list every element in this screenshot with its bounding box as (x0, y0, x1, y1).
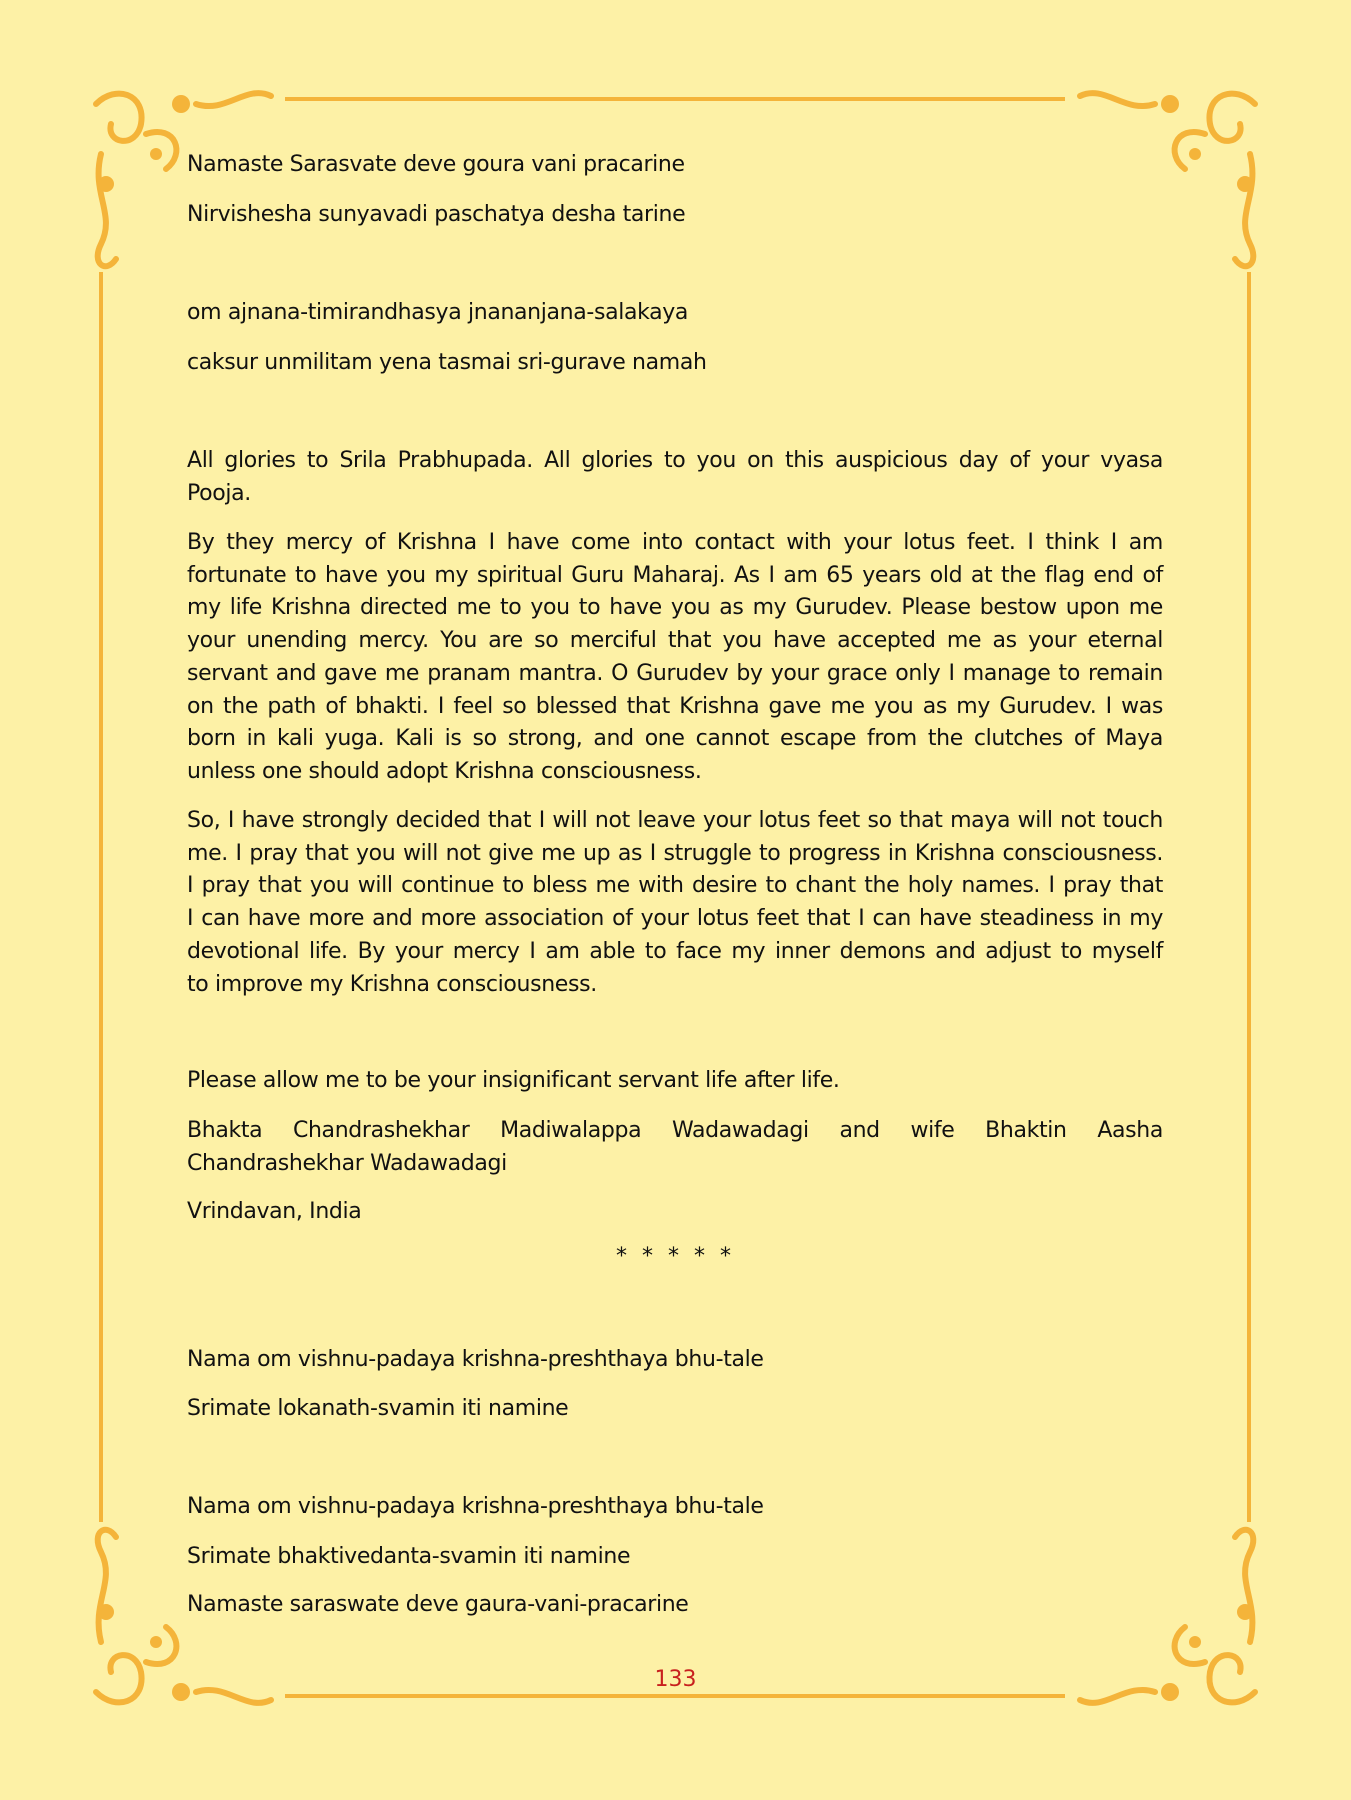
paragraph-line: I can have more and more association of your lotus feet that I can have steadiness in my (187, 906, 1163, 932)
page-number: 133 (654, 1667, 697, 1692)
verse-line: Nama om vishnu-padaya krishna-preshthaya bhu-tale (187, 1494, 764, 1519)
section-separator: * * * * * (616, 1244, 735, 1269)
paragraph-line: my life Krishna directed me to you to have you as my Gurudev. Please bestow upon me (187, 595, 1163, 621)
prayer-2 (187, 297, 1163, 379)
paragraph-line: By they mercy of Krishna I have come into contact with your lotus feet. I think I am (187, 530, 1163, 555)
prayer-4 (187, 1491, 1163, 1622)
verse-line: Namaste Sarasvate deve goura vani pracarine (187, 152, 685, 177)
verse-line: Nama om vishnu-padaya krishna-preshthaya bhu-tale (187, 1347, 764, 1372)
verse-line: caksur unmilitam yena tasmai sri-gurave namah (187, 349, 707, 375)
paragraph-line: me. I pray that you will not give me up as I struggle to progress in Krishna consciousness. (187, 840, 1163, 866)
paragraph-3 (187, 805, 1163, 1001)
location: Vrindavan, India (187, 1199, 362, 1224)
verse-line: Namaste saraswate deve gaura-vani-pracarine (187, 1592, 689, 1618)
closing-line: Please allow me to be your insignificant servant life after life. (187, 1068, 840, 1093)
prayer-1 (187, 149, 1163, 231)
paragraph-1 (187, 445, 1163, 510)
paragraph-line: So, I have strongly decided that I will not leave your lotus feet so that maya will not touch (187, 808, 1163, 833)
signature-line: Chandrashekhar Wadawadagi (187, 1150, 507, 1176)
paragraph-line: I pray that you will continue to bless me with desire to chant the holy names. I pray that (187, 873, 1163, 899)
paragraph-line: your unending mercy. You are so merciful that you have accepted me as your eternal (187, 628, 1163, 654)
paragraph-2 (187, 527, 1163, 789)
verse-line: Srimate bhaktivedanta-svamin iti namine (187, 1543, 631, 1569)
signature-line: Bhakta Chandrashekhar Madiwalappa Wadawadagi and wife Bhaktin Aasha (187, 1118, 1163, 1143)
paragraph-line: on the path of bhakti. I feel so blessed that Krishna gave me you as my Gurudev. I was (187, 693, 1163, 719)
paragraph-line: fortunate to have you my spiritual Guru Maharaj. As I am 65 years old at the flag end of (187, 562, 1163, 588)
paragraph-line: born in kali yuga. Kali is so strong, and one cannot escape from the clutches of Maya (187, 726, 1163, 752)
paragraph-line: unless one should adopt Krishna consciousness. (187, 758, 702, 784)
border-bottom (285, 1694, 1065, 1698)
verse-line: Srimate lokanath-svamin iti namine (187, 1395, 569, 1421)
paragraph-line: to improve my Krishna consciousness. (187, 971, 597, 997)
verse-line: om ajnana-timirandhasya jnananjana-salakaya (187, 300, 689, 325)
paragraph-line: devotional life. By your mercy I am able to face my inner demons and adjust to myself (187, 938, 1163, 964)
border-left (99, 272, 103, 1522)
prayer-3 (187, 1344, 1163, 1425)
paragraph-line: Pooja. (187, 480, 251, 506)
paragraph-line: servant and gave me pranam mantra. O Gurudev by your grace only I manage to remain (187, 660, 1163, 686)
signature (187, 1115, 1163, 1180)
border-top (285, 97, 1065, 101)
border-right (1247, 272, 1251, 1522)
paragraph-line: All glories to Srila Prabhupada. All glories to you on this auspicious day of your vyasa (187, 448, 1163, 473)
verse-line: Nirvishesha sunyavadi paschatya desha tarine (187, 201, 686, 227)
